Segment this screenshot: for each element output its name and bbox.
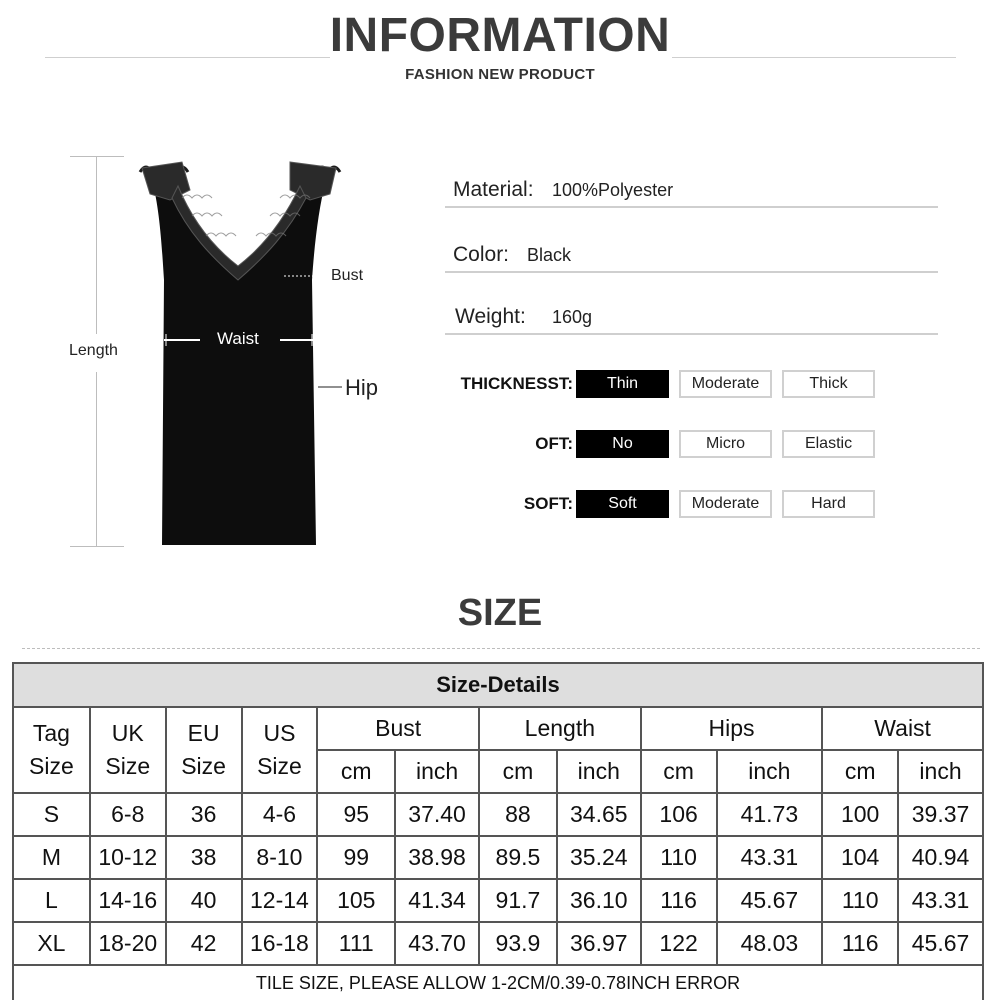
color-row	[445, 243, 938, 273]
table-cell: 8-10	[242, 836, 318, 879]
header-tag-line1: Tag	[32, 720, 70, 746]
header-us-line2: Size	[257, 753, 302, 779]
table-cell: 116	[641, 879, 717, 922]
table-cell: 38	[166, 836, 242, 879]
table-cell: 106	[641, 793, 717, 836]
table-cell: 89.5	[479, 836, 557, 879]
waist-label: Waist	[217, 329, 259, 348]
hip-label: Hip	[345, 375, 379, 400]
table-cell: XL	[13, 922, 90, 965]
header-hips: Hips	[641, 707, 823, 750]
header-bust-inch: inch	[395, 750, 479, 793]
table-cell: 18-20	[90, 922, 166, 965]
table-cell: 99	[317, 836, 395, 879]
header-us-line1: US	[263, 720, 296, 746]
table-cell: 45.67	[717, 879, 823, 922]
table-cell: 110	[822, 879, 898, 922]
table-row	[13, 836, 983, 879]
oft-label: OFT:	[535, 434, 573, 453]
table-cell: 116	[822, 922, 898, 965]
table-cell: L	[13, 879, 90, 922]
color-label: Color:	[453, 243, 510, 266]
table-cell: 91.7	[479, 879, 557, 922]
weight-value: 160g	[552, 307, 593, 327]
header-waist: Waist	[822, 707, 983, 750]
page-title: INFORMATION	[329, 9, 671, 62]
material-label: Material:	[453, 178, 534, 201]
table-cell: M	[13, 836, 90, 879]
table-caption: Size-Details	[13, 663, 983, 707]
table-cell: 12-14	[242, 879, 318, 922]
length-line-lower	[96, 372, 97, 546]
table-cell: 4-6	[242, 793, 318, 836]
header-bust-cm: cm	[317, 750, 395, 793]
length-label: Length	[69, 342, 118, 359]
length-bottom-tick	[70, 546, 124, 547]
weight-label: Weight:	[455, 305, 526, 328]
size-heading: SIZE	[457, 592, 543, 634]
color-value: Black	[527, 245, 572, 265]
size-divider	[22, 648, 980, 649]
table-cell: 111	[317, 922, 395, 965]
table-cell: 35.24	[557, 836, 641, 879]
header-length-cm: cm	[479, 750, 557, 793]
oft-option-elastic: Elastic	[782, 430, 875, 458]
table-cell: 40.94	[898, 836, 983, 879]
table-row	[13, 793, 983, 836]
header-hips-inch: inch	[717, 750, 823, 793]
soft-label: SOFT:	[523, 494, 573, 513]
table-cell: 39.37	[898, 793, 983, 836]
header-length-inch: inch	[557, 750, 641, 793]
header-length: Length	[479, 707, 641, 750]
table-cell: 40	[166, 879, 242, 922]
length-top-tick	[70, 156, 124, 157]
table-cell: 41.34	[395, 879, 479, 922]
table-cell: 41.73	[717, 793, 823, 836]
soft-option-soft: Soft	[576, 490, 669, 518]
thickness-option-moderate: Moderate	[679, 370, 772, 398]
material-row	[445, 178, 938, 208]
header-uk-line1: UK	[111, 720, 144, 746]
table-cell: 93.9	[479, 922, 557, 965]
table-cell: 14-16	[90, 879, 166, 922]
header-eu-size	[166, 707, 242, 793]
page-subtitle: FASHION NEW PRODUCT	[405, 66, 595, 83]
header-uk-size	[90, 707, 166, 793]
table-cell: 43.31	[717, 836, 823, 879]
table-cell: 36.97	[557, 922, 641, 965]
table-footer-note: TILE SIZE, PLEASE ALLOW 1-2CM/0.39-0.78INCH ERROR	[13, 965, 983, 1000]
table-cell: 38.98	[395, 836, 479, 879]
header-bust: Bust	[317, 707, 479, 750]
header-waist-cm: cm	[822, 750, 898, 793]
header-us-size	[242, 707, 318, 793]
thickness-option-thick: Thick	[782, 370, 875, 398]
table-cell: 110	[641, 836, 717, 879]
table-cell: 10-12	[90, 836, 166, 879]
table-cell: 104	[822, 836, 898, 879]
dress-image	[130, 150, 350, 550]
header-tag-line2: Size	[29, 753, 74, 779]
table-cell: 37.40	[395, 793, 479, 836]
header-uk-line2: Size	[105, 753, 151, 779]
soft-option-hard: Hard	[782, 490, 875, 518]
table-cell: 100	[822, 793, 898, 836]
table-cell: S	[13, 793, 90, 836]
length-line-upper	[96, 156, 97, 334]
table-cell: 48.03	[717, 922, 823, 965]
table-cell: 43.70	[395, 922, 479, 965]
header-hips-cm: cm	[641, 750, 717, 793]
weight-row	[445, 305, 938, 335]
oft-option-micro: Micro	[679, 430, 772, 458]
header-eu-line1: EU	[187, 720, 220, 746]
thickness-label: THICKNESST:	[460, 374, 573, 393]
header-tag-size	[13, 707, 90, 793]
table-cell: 36	[166, 793, 242, 836]
table-cell: 43.31	[898, 879, 983, 922]
table-cell: 6-8	[90, 793, 166, 836]
table-row	[13, 879, 983, 922]
material-value: 100%Polyester	[552, 180, 674, 200]
table-cell: 122	[641, 922, 717, 965]
table-cell: 95	[317, 793, 395, 836]
bust-label: Bust	[331, 267, 364, 284]
table-cell: 88	[479, 793, 557, 836]
table-row	[13, 922, 983, 965]
table-cell: 105	[317, 879, 395, 922]
table-cell: 42	[166, 922, 242, 965]
header-waist-inch: inch	[898, 750, 983, 793]
thickness-option-thin: Thin	[576, 370, 669, 398]
soft-option-moderate: Moderate	[679, 490, 772, 518]
header-eu-line2: Size	[181, 753, 226, 779]
table-cell: 36.10	[557, 879, 641, 922]
table-cell: 45.67	[898, 922, 983, 965]
oft-option-no: No	[576, 430, 669, 458]
table-cell: 34.65	[557, 793, 641, 836]
size-table	[12, 662, 984, 1000]
table-cell: 16-18	[242, 922, 318, 965]
